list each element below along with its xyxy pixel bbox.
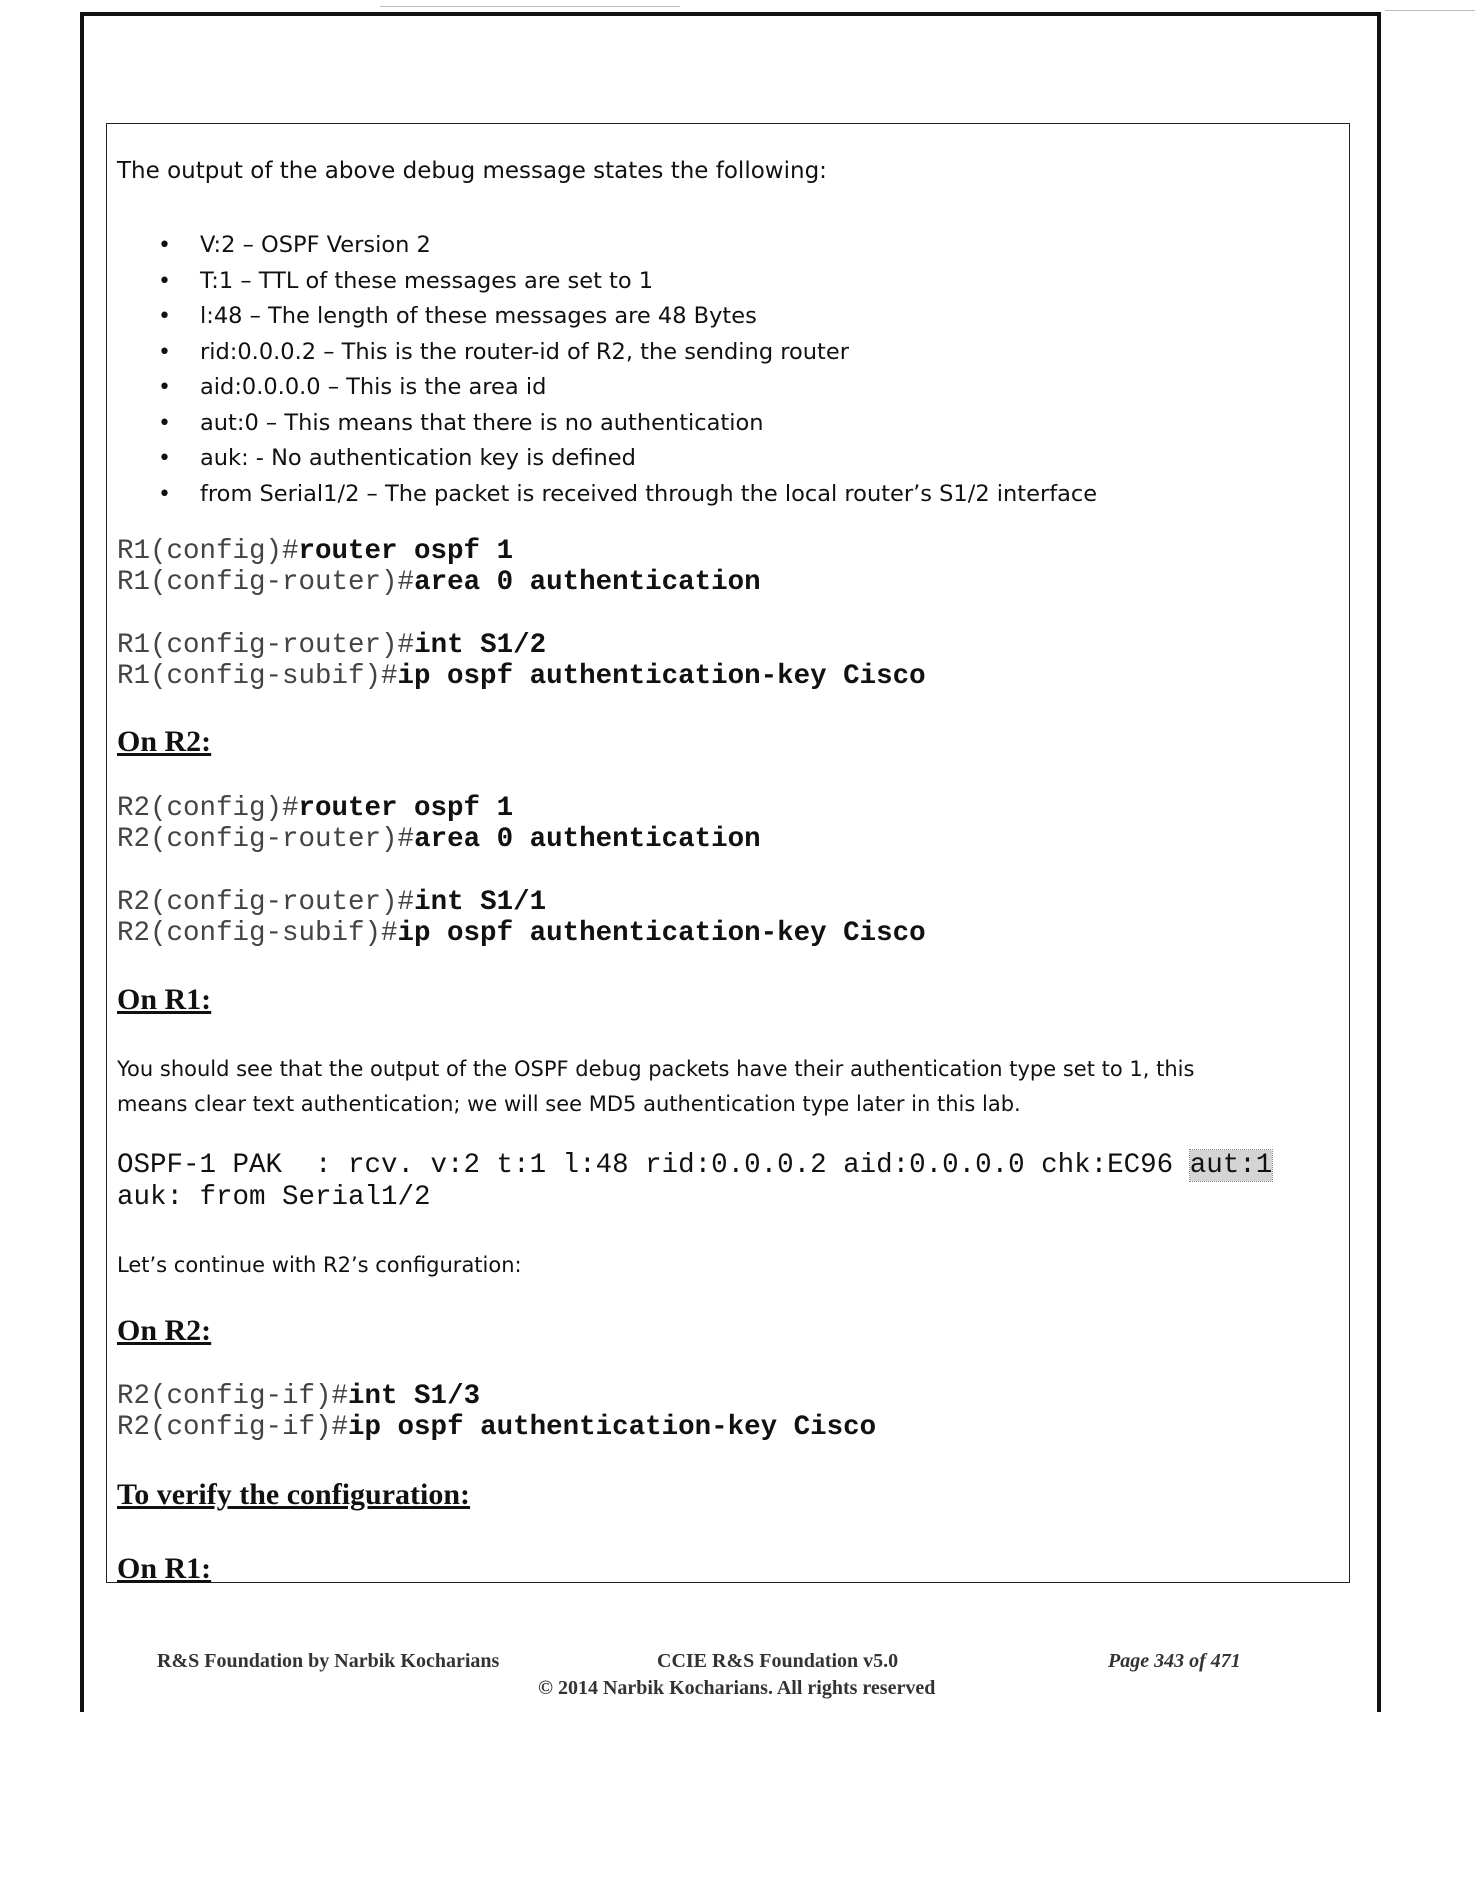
scan-artifact <box>380 6 680 7</box>
footer-copyright: © 2014 Narbik Kocharians. All rights reserved <box>538 1677 936 1699</box>
code-line: R2(config-if)#int S1/3 <box>117 1381 481 1412</box>
list-item: • from Serial1/2 – The packet is received through the local router’s S1/2 interface <box>158 477 1097 513</box>
debug-output-line: auk: from Serial1/2 <box>117 1182 431 1213</box>
continue-text: Let’s continue with R2’s configuration: <box>117 1253 522 1277</box>
page-frame-top <box>80 12 1381 16</box>
explain-text-line: means clear text authentication; we will see MD5 authentication type later in this lab. <box>117 1092 1021 1116</box>
code-line: R1(config-router)#area 0 authentication <box>117 567 761 598</box>
list-item: • rid:0.0.0.2 – This is the router-id of R2, the sending router <box>158 335 1097 371</box>
debug-output-line: OSPF-1 PAK : rcv. v:2 t:1 l:48 rid:0.0.0.2 aid:0.0.0.0 chk:EC96 aut:1 <box>117 1150 1273 1181</box>
explain-text-line: You should see that the output of the OSPF debug packets have their authentication type set to 1, this <box>117 1057 1195 1081</box>
code-line: R2(config)#router ospf 1 <box>117 793 514 824</box>
code-line: R2(config-if)#ip ospf authentication-key Cisco <box>117 1412 877 1443</box>
scan-artifact <box>1385 10 1475 11</box>
section-heading: On R2: <box>117 725 212 758</box>
footer-author: R&S Foundation by Narbik Kocharians <box>157 1650 500 1672</box>
footer-page-number: Page 343 of 471 <box>1108 1650 1241 1672</box>
list-item: • V:2 – OSPF Version 2 <box>158 228 1097 264</box>
footer-title: CCIE R&S Foundation v5.0 <box>657 1650 899 1672</box>
code-line: R2(config-router)#area 0 authentication <box>117 824 761 855</box>
list-item: • T:1 – TTL of these messages are set to 1 <box>158 264 1097 300</box>
section-heading: On R2: <box>117 1314 212 1347</box>
section-heading: On R1: <box>117 1552 212 1585</box>
code-line: R1(config-subif)#ip ospf authentication-key Cisco <box>117 661 926 692</box>
debug-fields-list <box>158 228 1097 512</box>
page-frame-right <box>1377 12 1381 1712</box>
code-line: R1(config-router)#int S1/2 <box>117 630 547 661</box>
code-line: R2(config-subif)#ip ospf authentication-key Cisco <box>117 918 926 949</box>
highlighted-field: aut:1 <box>1189 1150 1273 1181</box>
code-line: R1(config)#router ospf 1 <box>117 536 514 567</box>
list-item: • aut:0 – This means that there is no authentication <box>158 406 1097 442</box>
page-frame-left <box>80 12 84 1712</box>
section-heading: On R1: <box>117 983 212 1016</box>
list-item: • auk: - No authentication key is defined <box>158 441 1097 477</box>
intro-text: The output of the above debug message states the following: <box>117 158 827 184</box>
list-item: • aid:0.0.0.0 – This is the area id <box>158 370 1097 406</box>
section-heading: To verify the configuration: <box>117 1478 471 1511</box>
code-line: R2(config-router)#int S1/1 <box>117 887 547 918</box>
list-item: • l:48 – The length of these messages are 48 Bytes <box>158 299 1097 335</box>
